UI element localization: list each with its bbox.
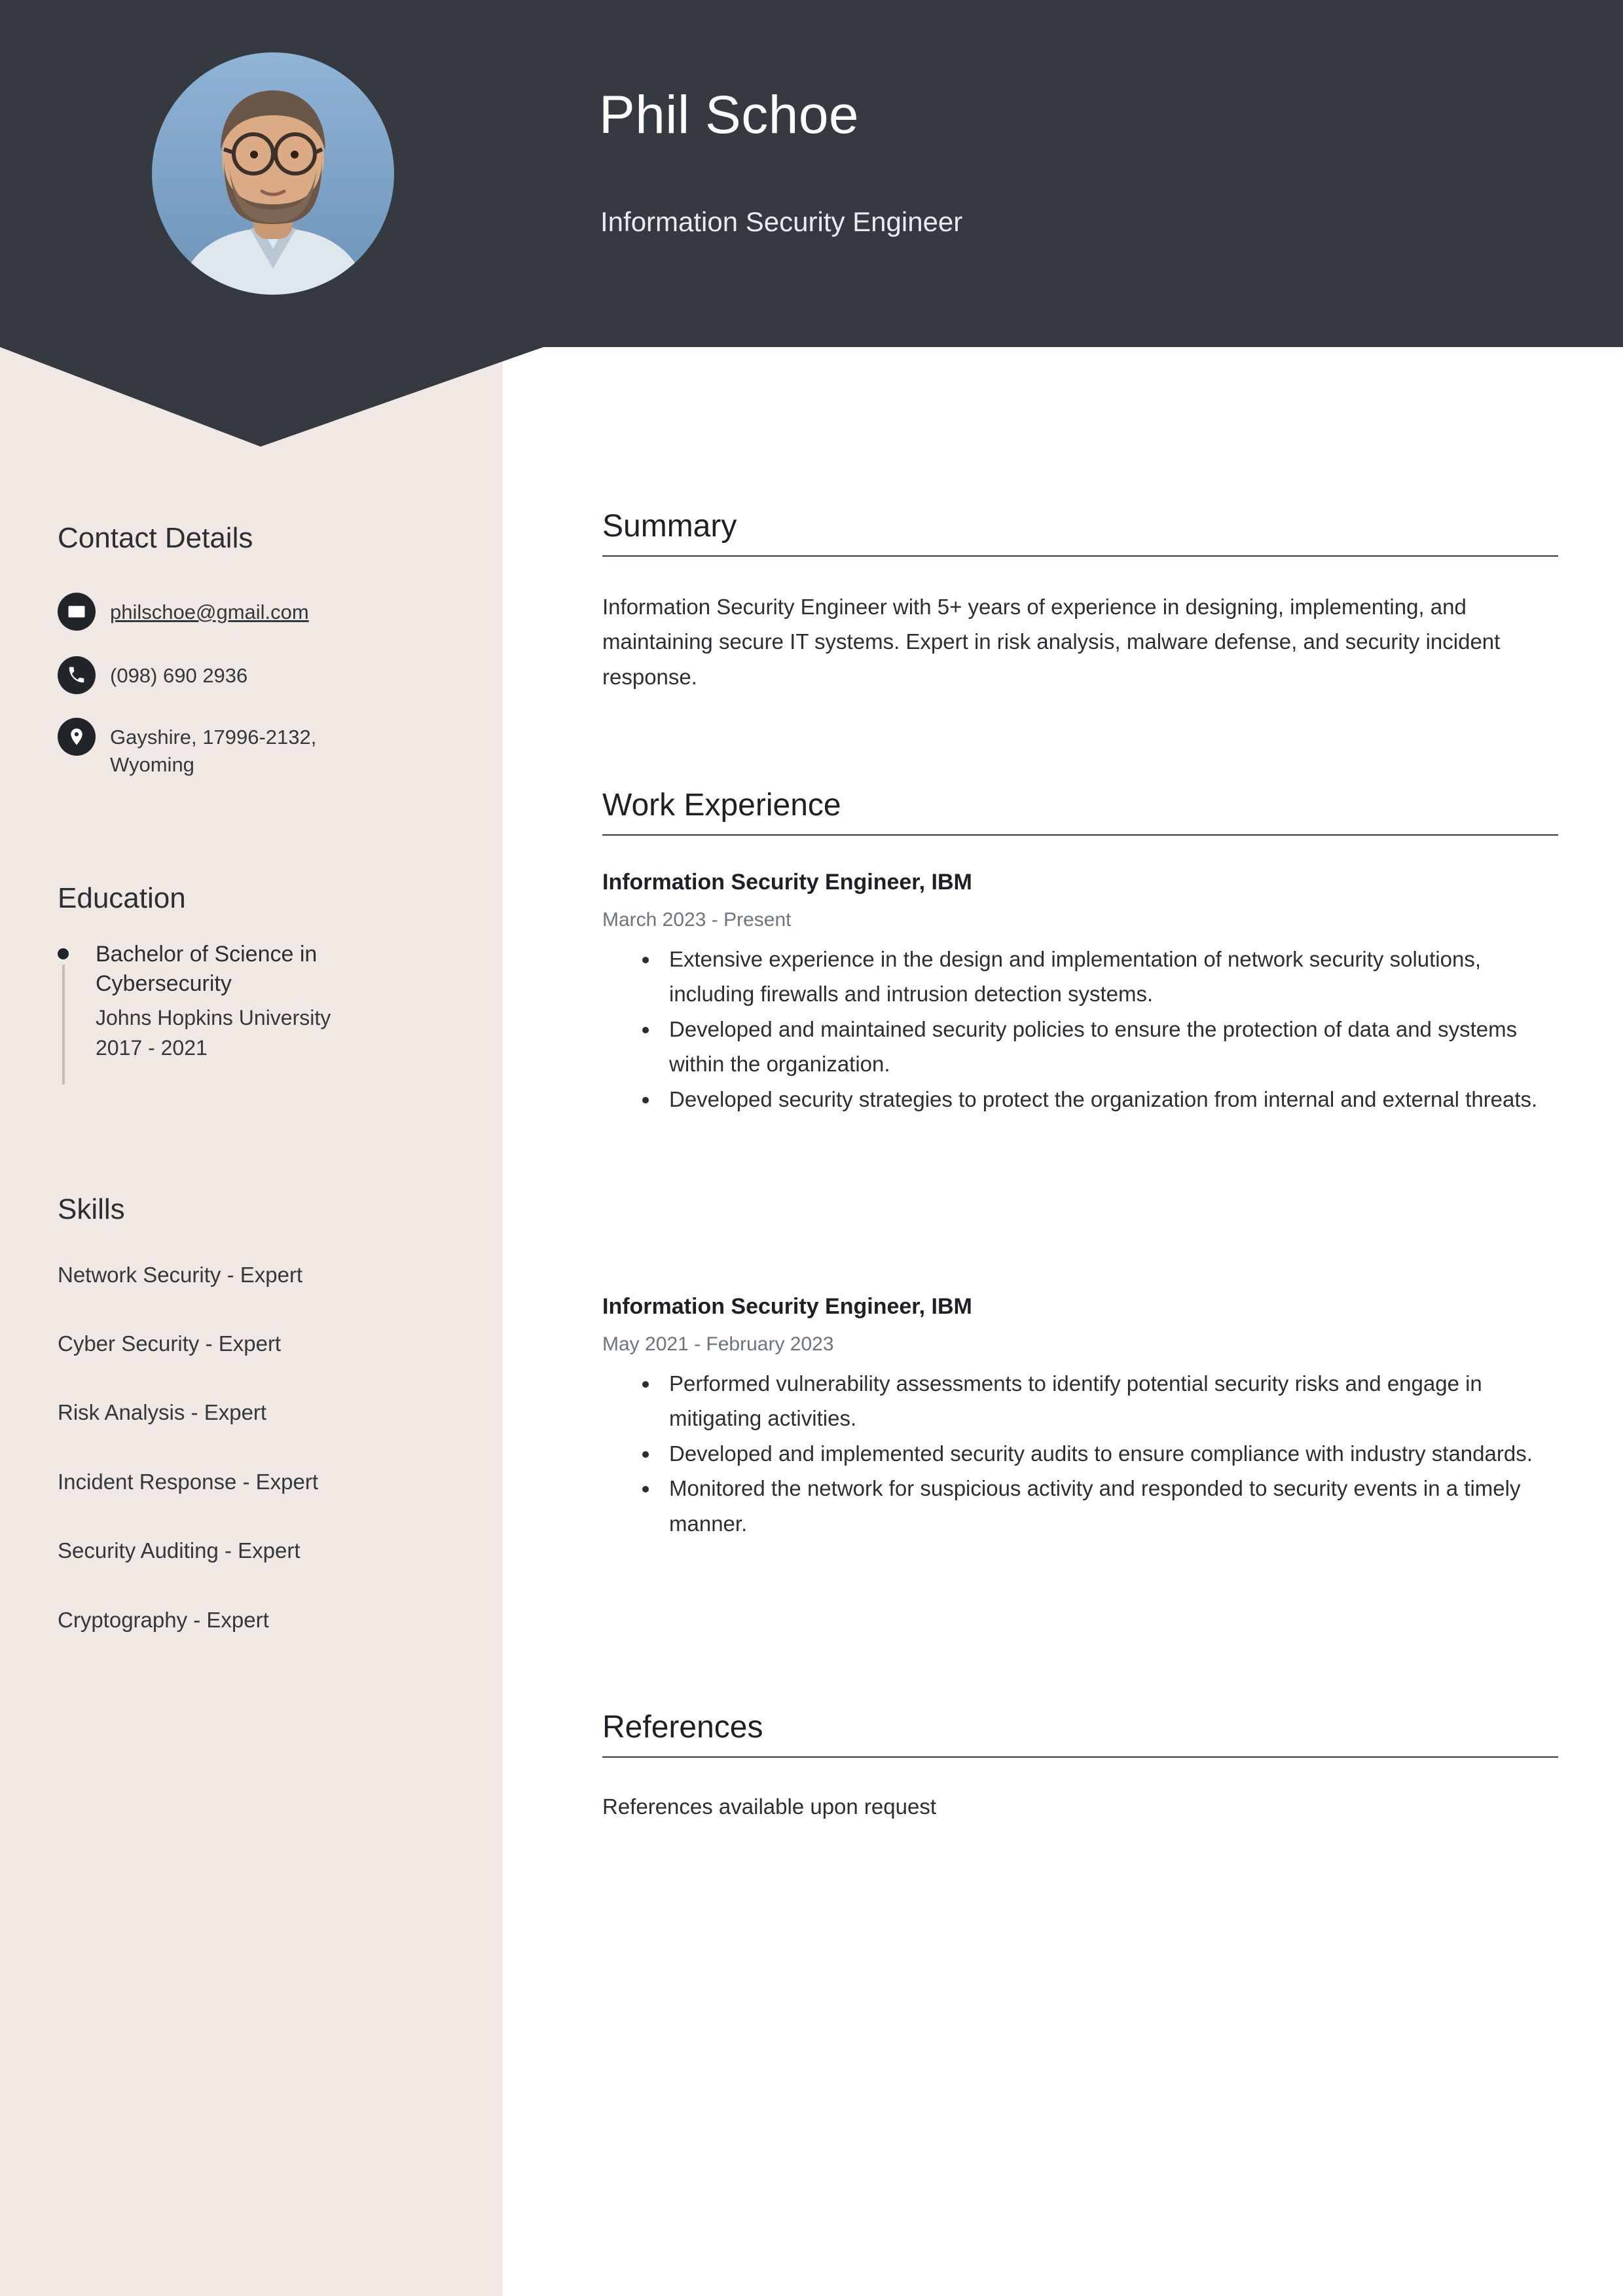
work-experience-title: Work Experience xyxy=(602,788,841,823)
job-dates: May 2021 - February 2023 xyxy=(602,1333,834,1355)
job-bullet: • Extensive experience in the design and implementation of network security solutions, including firewalls and intrusion detection systems. xyxy=(660,942,1563,1012)
skills-title: Skills xyxy=(58,1193,125,1225)
envelope-icon xyxy=(58,593,96,631)
contact-address-value: Gayshire, 17996-2132, Wyoming xyxy=(110,726,317,776)
job-bullet: • Developed security strategies to protect the organization from internal and external threats. xyxy=(660,1082,1563,1117)
header-inner xyxy=(0,0,1623,347)
contact-item-phone[interactable] xyxy=(58,656,247,694)
job-heading: Information Security Engineer, IBM xyxy=(602,1294,972,1319)
phone-icon xyxy=(58,656,96,694)
skill-item: Incident Response - Expert xyxy=(58,1470,319,1494)
education-school: Johns Hopkins University xyxy=(96,1005,331,1029)
summary-divider xyxy=(602,555,1558,557)
references-divider xyxy=(602,1756,1558,1758)
bullet-dot-icon xyxy=(58,948,69,959)
location-pin-icon xyxy=(58,718,96,756)
contact-details-title: Contact Details xyxy=(58,522,253,554)
skill-item: Network Security - Expert xyxy=(58,1263,303,1287)
education-item xyxy=(58,940,450,1064)
education-body xyxy=(96,940,450,1064)
skill-item: Cryptography - Expert xyxy=(58,1608,269,1632)
resume-header xyxy=(0,0,1623,347)
skill-item: Security Auditing - Expert xyxy=(58,1538,301,1563)
education-title: Education xyxy=(58,882,186,914)
work-experience-divider xyxy=(602,834,1558,836)
skill-item: Cyber Security - Expert xyxy=(58,1331,282,1356)
job-heading: Information Security Engineer, IBM xyxy=(602,870,972,895)
candidate-name: Phil Schoe xyxy=(599,85,860,145)
candidate-job-title: Information Security Engineer xyxy=(600,206,963,237)
contact-item-email[interactable] xyxy=(58,593,309,631)
job-bullet: • Performed vulnerability assessments to identify potential security risks and engage in mitigating activities. xyxy=(660,1366,1563,1436)
skill-item: Risk Analysis - Expert xyxy=(58,1400,267,1424)
summary-title: Summary xyxy=(602,509,737,544)
summary-text: Information Security Engineer with 5+ years of experience in designing, implementing, and maintaining secure IT systems. Expert in risk analysis, malware defense, and security incident response. xyxy=(602,595,1501,689)
timeline-line xyxy=(62,965,65,1084)
profile-photo-graphic xyxy=(152,52,394,295)
avatar xyxy=(152,52,394,295)
references-text: References available upon request xyxy=(602,1794,937,1819)
references-title: References xyxy=(602,1710,763,1745)
education-dates: 2017 - 2021 xyxy=(96,1036,208,1060)
job-bullet: • Developed and implemented security audits to ensure compliance with industry standards. xyxy=(660,1436,1563,1471)
job-bullets xyxy=(660,1366,1563,1541)
contact-phone-value[interactable]: (098) 690 2936 xyxy=(110,664,248,687)
job-dates: March 2023 - Present xyxy=(602,909,792,931)
education-degree: Bachelor of Science in Cybersecurity xyxy=(96,942,318,996)
job-bullet: • Developed and maintained security policies to ensure the protection of data and systems within the organization. xyxy=(660,1012,1563,1082)
sidebar-background xyxy=(0,347,503,2296)
job-bullet: • Monitored the network for suspicious activity and responded to security events in a timely manner. xyxy=(660,1471,1563,1541)
contact-email-value[interactable]: philschoe@gmail.com xyxy=(110,601,309,623)
contact-item-address xyxy=(58,718,372,779)
job-bullets xyxy=(660,942,1563,1117)
